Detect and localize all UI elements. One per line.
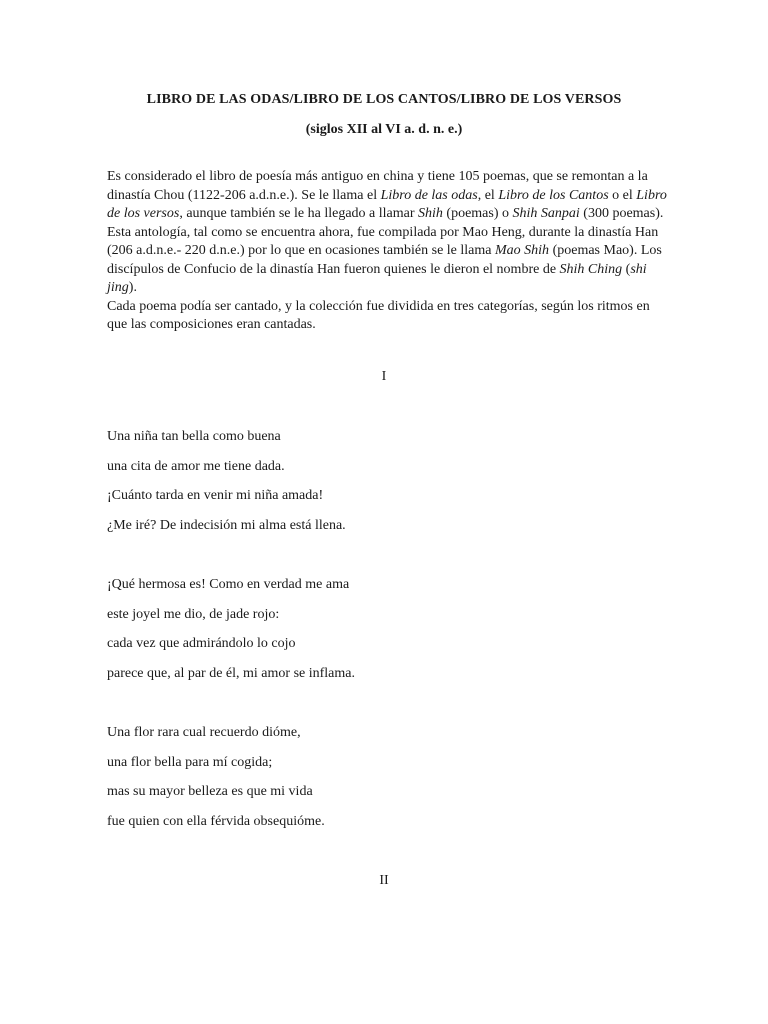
intro-text-run: (: [622, 261, 631, 277]
intro-paragraph-2: Cada poema podía ser cantado, y la colección fue dividida en tres categorías, según los ritmos en que las composiciones eran cantadas.: [107, 298, 650, 332]
poem-line: Una niña tan bella como buena: [107, 429, 281, 444]
poem-line: ¡Cuánto tarda en venir mi niña amada!: [107, 488, 324, 503]
intro-text-run: (300 poemas). Esta antología, tal como se encuentra ahora, fue compilada por Mao Heng, durante la dinastía Han (206 a.d.n.e.- 220 d.n.e.) por lo que en ocasiones también se le llama: [107, 206, 664, 258]
intro-text-run: Es considerado el libro de poesía más antiguo en china y tiene 105 poemas, que se remontan a la dinastía Chou (1122-206 a.d.n.e.). Se le llama el: [107, 169, 648, 203]
intro-italic-title: Shih Sanpai: [512, 206, 580, 221]
section-numeral-2: II: [379, 873, 389, 888]
intro-italic-title: Shih: [418, 206, 443, 221]
intro-text-run: ).: [128, 280, 137, 295]
poem-stanza-2: [107, 576, 667, 694]
intro-italic-title: Mao Shih: [495, 243, 550, 258]
document-title: LIBRO DE LAS ODAS/LIBRO DE LOS CANTOS/LIBRO DE LOS VERSOS: [146, 92, 622, 107]
intro-paragraph-1: [107, 168, 667, 298]
poem-stanza-1: [107, 428, 667, 546]
intro-italic-title: Libro de los versos: [107, 187, 667, 221]
intro-text-run: , el: [477, 187, 499, 203]
document-subtitle: (siglos XII al VI a. d. n. e.): [305, 122, 463, 137]
intro-text-run: , aunque también se le ha llegado a llamar: [179, 206, 419, 221]
poem-line: fue quien con ella férvida obsequióme.: [107, 813, 325, 829]
intro-italic-title: Libro de las odas: [380, 187, 478, 203]
poem-line: parece que, al par de él, mi amor se inflama.: [107, 665, 355, 681]
poem-line: este joyel me dio, de jade rojo:: [107, 606, 280, 622]
poem-line: ¿Me iré? De indecisión mi alma está llena.: [107, 517, 346, 533]
intro-text: [107, 168, 667, 335]
poem-line: una cita de amor me tiene dada.: [107, 458, 285, 474]
poem-stanza-3: [107, 724, 667, 842]
intro-italic-title: shi jing: [107, 261, 647, 295]
poem-line: cada vez que admirándolo lo cojo: [107, 636, 296, 651]
intro-text-run: o el: [608, 187, 637, 203]
intro-text-run: (poemas Mao). Los discípulos de Confucio de la dinastía Han fueron quienes le dieron el nombre de: [107, 243, 662, 277]
intro-italic-title: Shih Ching: [559, 261, 623, 277]
intro-text-run: (poemas) o: [442, 206, 513, 221]
poem-line: Una flor rara cual recuerdo dióme,: [107, 725, 301, 740]
section-numeral-1: I: [381, 369, 387, 384]
poem-line: mas su mayor belleza es que mi vida: [107, 784, 313, 799]
poem-line: ¡Qué hermosa es! Como en verdad me ama: [107, 577, 350, 592]
intro-italic-title: Libro de los Cantos: [498, 187, 609, 203]
poem-line: una flor bella para mí cogida;: [107, 754, 273, 770]
